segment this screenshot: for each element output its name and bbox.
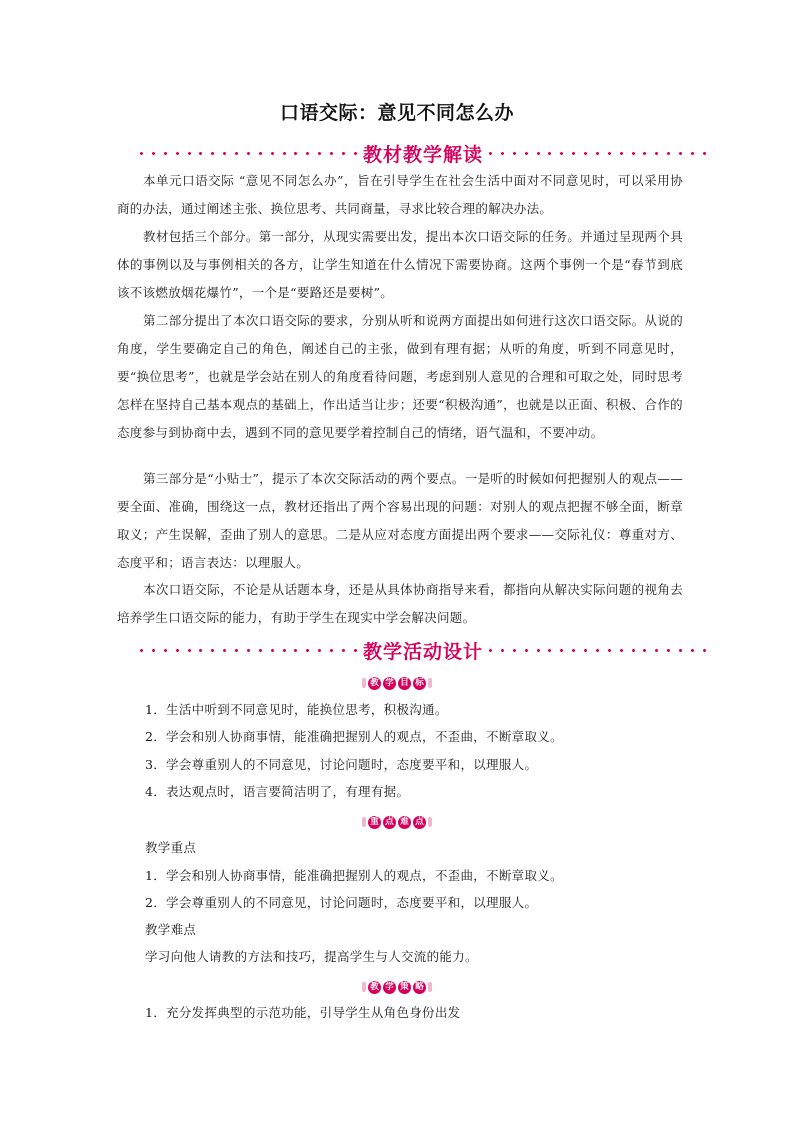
divider-dot (223, 648, 227, 652)
divider-dot (548, 648, 552, 652)
divider-dot (548, 151, 552, 155)
divider-dot (631, 151, 635, 155)
divider-dot (595, 648, 599, 652)
divider-dot (270, 151, 274, 155)
divider-dot (607, 151, 611, 155)
divider-dot (353, 648, 357, 652)
divider-dot (353, 151, 357, 155)
divider-dot (294, 648, 298, 652)
divider-dot (643, 648, 647, 652)
dotted-divider-right (489, 150, 706, 156)
dotted-divider-left (140, 150, 357, 156)
divider-dot (512, 648, 516, 652)
divider-dot (500, 151, 504, 155)
divider-dot (282, 648, 286, 652)
divider-dot (199, 151, 203, 155)
divider-dot (329, 151, 333, 155)
key-difficulty-badge: 重 点 难 点 (0, 812, 794, 828)
divider-dot (667, 648, 671, 652)
divider-dot (583, 648, 587, 652)
paragraph: 本单元口语交际 “意见不同怎么办”，旨在引导学生在社会生活中面对不同意见时，可以采用协商的办法，通过阐述主张、换位思考、共同商量，寻求比较合理的解决办法。 (117, 173, 683, 216)
divider-dot (211, 648, 215, 652)
divider-dot (187, 648, 191, 652)
section-title: 教材教学解读 (363, 143, 484, 166)
divider-dot (560, 648, 564, 652)
page-title: 口语交际：意见不同怎么办 (279, 102, 514, 124)
divider-dot (583, 151, 587, 155)
divider-dot (329, 648, 333, 652)
divider-dot (643, 151, 647, 155)
divider-dot (140, 151, 144, 155)
divider-dot (318, 648, 322, 652)
divider-dot (512, 151, 516, 155)
divider-dot (163, 648, 167, 652)
divider-dot (318, 151, 322, 155)
paragraph: 第二部分提出了本次口语交际的要求，分别从听和说两方面提出如何进行这次口语交际。从说的角度，学生要确定自己的角色，阐述自己的主张，做到有理有据；从听的角度，听到不同意见时，要“换位思考”，也就是学会站在别人的角度看待问题，考虑到别人意见的合理和可取之处，同时思考怎样在坚持自己基本观点的基础上，作出适当让步；还要“积极沟通”，也就是以正面、积极、合作的态度参与到协商中去，遇到不同的意见要学着控制自己的情绪，语气温和，不要冲动。 (117, 313, 683, 440)
paragraph: 第三部分是“小贴士”，提示了本次交际活动的两个要点。一是听的时候如何把握别人的观点——要全面、准确，围绕这一点，教材还指出了两个容易出现的问题：对别人的观点把握不够全面，断章取义；产生误解，歪曲了别人的意思。二是从应对态度方面提出两个要求——交际礼仪：尊重对方、态度平和；语言表达：以理服人。 (117, 471, 683, 570)
divider-dot (223, 151, 227, 155)
divider-dot (341, 648, 345, 652)
divider-dot (667, 151, 671, 155)
key-points-label: 教学重点 (145, 840, 197, 855)
divider-dot (234, 151, 238, 155)
divider-dot (524, 648, 528, 652)
divider-dot (246, 151, 250, 155)
divider-dot (500, 648, 504, 652)
list-item: 2．学会和别人协商事情，能准确把握别人的观点，不歪曲，不断章取义。 (145, 729, 563, 744)
divider-dot (140, 648, 144, 652)
divider-dot (341, 151, 345, 155)
divider-dot (690, 151, 694, 155)
divider-dot (175, 648, 179, 652)
list-item: 1．充分发挥典型的示范功能，引导学生从角色身份出发 (145, 1005, 461, 1020)
list-item: 1．生活中听到不同意见时，能换位思考，积极沟通。 (145, 702, 448, 717)
paragraph: 本次口语交际，不论是从话题本身，还是从具体协商指导来看，都指向从解决实际问题的视角去培养学生口语交际的能力，有助于学生在现实中学会解决问题。 (117, 582, 683, 625)
divider-dot (306, 151, 310, 155)
divider-dot (678, 648, 682, 652)
divider-dot (690, 648, 694, 652)
divider-dot (572, 151, 576, 155)
divider-dot (560, 151, 564, 155)
divider-dot (234, 648, 238, 652)
divider-dot (258, 151, 262, 155)
paragraph: 教材包括三个部分。第一部分，从现实需要出发，提出本次口语交际的任务。并通过呈现两个具体的事例以及与事例相关的各方，让学生知道在什么情况下需要协商。这两个事例一个是“春节到底该不该燃放烟花爆竹”，一个是“要路还是要树”。 (117, 229, 683, 300)
divider-dot (270, 648, 274, 652)
section-header-activity-design (140, 637, 706, 663)
divider-dot (607, 648, 611, 652)
divider-dot (199, 648, 203, 652)
divider-dot (619, 648, 623, 652)
divider-dot (294, 151, 298, 155)
divider-dot (524, 151, 528, 155)
divider-dot (655, 151, 659, 155)
divider-dot (619, 151, 623, 155)
divider-dot (655, 648, 659, 652)
divider-dot (246, 648, 250, 652)
section-header-textbook-reading (140, 140, 706, 166)
dotted-divider-right (489, 647, 706, 653)
divider-dot (489, 151, 493, 155)
divider-dot (536, 151, 540, 155)
divider-dot (282, 151, 286, 155)
dotted-divider-left (140, 647, 357, 653)
divider-dot (489, 648, 493, 652)
list-item: 3．学会尊重别人的不同意见，讨论问题时，态度要平和，以理服人。 (145, 757, 538, 772)
divider-dot (631, 648, 635, 652)
teaching-strategy-badge: 教 学 策 略 (0, 977, 794, 993)
difficulty-text: 学习向他人请教的方法和技巧，提高学生与人交流的能力。 (145, 949, 478, 964)
divider-dot (572, 648, 576, 652)
divider-dot (211, 151, 215, 155)
divider-dot (151, 151, 155, 155)
section-title: 教学活动设计 (363, 640, 484, 663)
list-item: 2．学会尊重别人的不同意见，讨论问题时，态度要平和，以理服人。 (145, 895, 538, 910)
divider-dot (702, 648, 706, 652)
divider-dot (306, 648, 310, 652)
divider-dot (163, 151, 167, 155)
divider-dot (595, 151, 599, 155)
difficulty-label: 教学难点 (145, 922, 197, 937)
divider-dot (258, 648, 262, 652)
divider-dot (678, 151, 682, 155)
divider-dot (187, 151, 191, 155)
divider-dot (702, 151, 706, 155)
list-item: 4．表达观点时，语言要简洁明了，有理有据。 (145, 784, 410, 799)
teaching-goals-badge: 教 学 目 标 (0, 673, 794, 689)
divider-dot (536, 648, 540, 652)
list-item: 1．学会和别人协商事情，能准确把握别人的观点，不歪曲，不断章取义。 (145, 868, 563, 883)
divider-dot (175, 151, 179, 155)
divider-dot (151, 648, 155, 652)
